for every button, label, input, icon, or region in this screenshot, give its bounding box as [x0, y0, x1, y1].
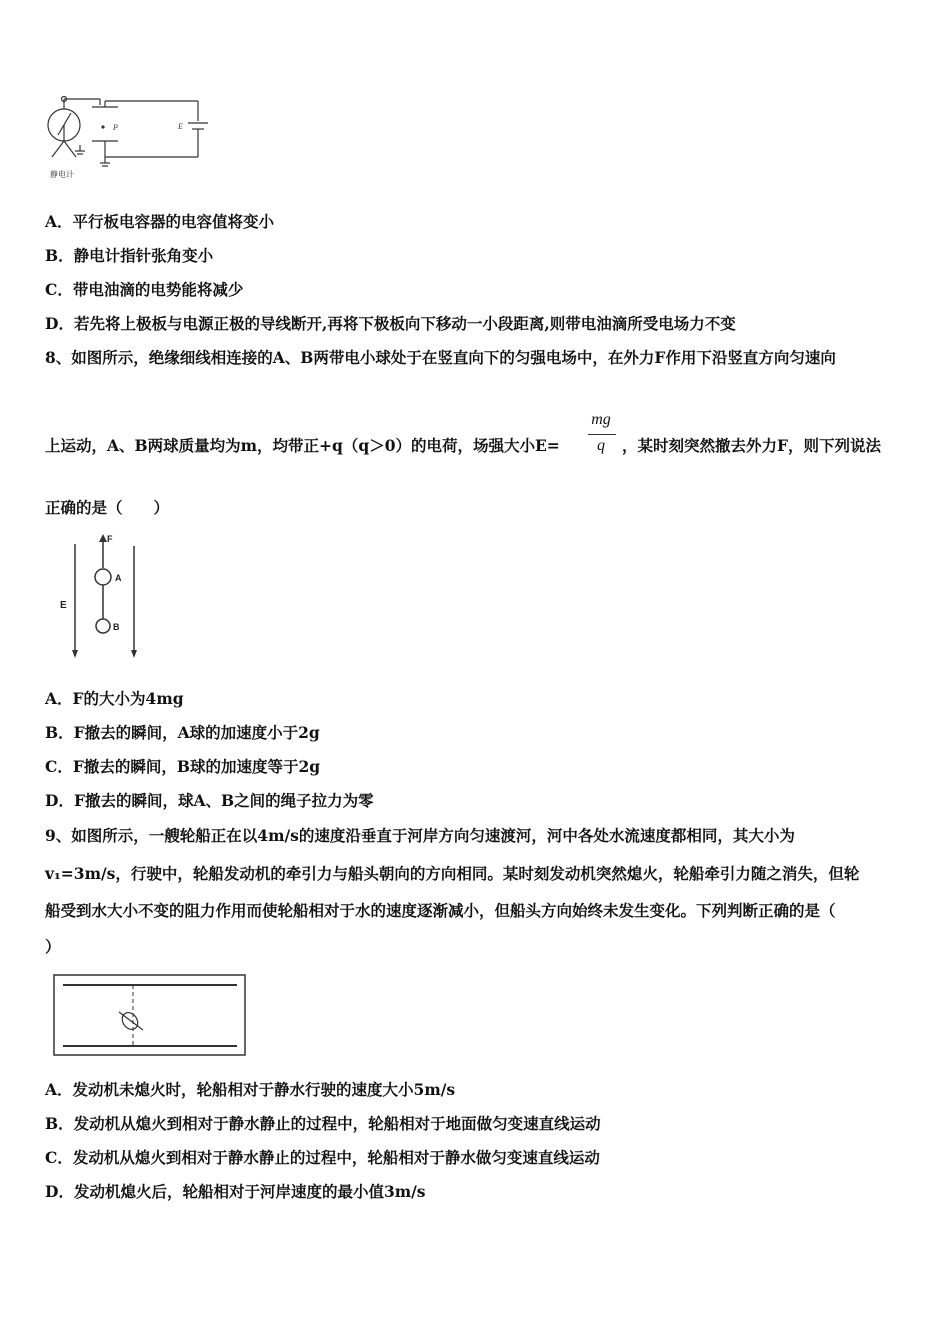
q9-stem-line4: ）: [45, 937, 61, 956]
fig2-b-label: B: [113, 622, 120, 632]
q9-stem-line2: v₁=3m/s，行驶中，轮船发动机的牵引力与船头朝向的方向相同。某时刻发动机突然熄火，轮船牵引力随之消失，但轮: [45, 864, 860, 883]
field-fraction-numerator: mg: [591, 411, 611, 428]
fig2-e-label: E: [60, 600, 67, 611]
fig1-e-label: E: [178, 122, 183, 131]
q7-option-a: A．平行板电容器的电容值将变小: [45, 212, 275, 231]
fig1-caption: 静电计: [50, 170, 74, 179]
field-fraction-denominator: q: [597, 437, 605, 454]
fig1-p-label: P: [113, 123, 118, 132]
fraction-bar: [588, 434, 616, 435]
q8-option-d: D．F撤去的瞬间，球A、B之间的绳子拉力为零: [45, 791, 374, 810]
q9-stem-line3: 船受到水大小不变的阻力作用而使轮船相对于水的速度逐渐减小，但船头方向始终未发生变化。下列判断正确的是（: [45, 901, 836, 920]
river-boat-figure: [53, 974, 248, 1060]
q8-option-b: B．F撤去的瞬间，A球的加速度小于2g: [45, 723, 320, 742]
q8-stem-line2a: 上运动，A、B两球质量均为m，均带正+q（q＞0）的电荷，场强大小E=: [45, 436, 560, 455]
q8-option-a: A．F的大小为4mg: [45, 689, 184, 708]
q7-option-b: B．静电计指针张角变小: [45, 246, 214, 265]
q8-stem-line1: 8、如图所示，绝缘细线相连接的A、B两带电小球处于在竖直向下的匀强电场中，在外力F作用下沿竖直方向匀速向: [45, 348, 836, 367]
q8-stem-line3: 正确的是（ ）: [45, 498, 170, 517]
q8-option-c: C．F撤去的瞬间，B球的加速度等于2g: [45, 757, 321, 776]
q7-option-d: D．若先将上极板与电源正极的导线断开,再将下极板向下移动一小段距离,则带电油滴所受电场力不变: [45, 314, 736, 333]
fig2-a-label: A: [115, 573, 122, 583]
q9-option-a: A．发动机未熄火时，轮船相对于静水行驶的速度大小5m/s: [45, 1080, 456, 1099]
q9-option-c: C．发动机从熄火到相对于静水静止的过程中，轮船相对于静水做匀变速直线运动: [45, 1148, 600, 1167]
q9-option-b: B．发动机从熄火到相对于静水静止的过程中，轮船相对于地面做匀变速直线运动: [45, 1114, 601, 1133]
q7-option-c: C．带电油滴的电势能将减少: [45, 280, 244, 299]
q8-stem-line2b: ，某时刻突然撤去外力F，则下列说法: [622, 436, 882, 455]
charged-balls-figure: [55, 532, 165, 662]
fig2-f-label: F: [107, 534, 113, 544]
q9-option-d: D．发动机熄火后，轮船相对于河岸速度的最小值3m/s: [45, 1182, 426, 1201]
q9-stem-line1: 9、如图所示，一艘轮船正在以4m/s的速度沿垂直于河岸方向匀速渡河，河中各处水流速度都相同，其大小为: [45, 826, 795, 845]
electrometer-circuit-figure: [40, 95, 215, 185]
